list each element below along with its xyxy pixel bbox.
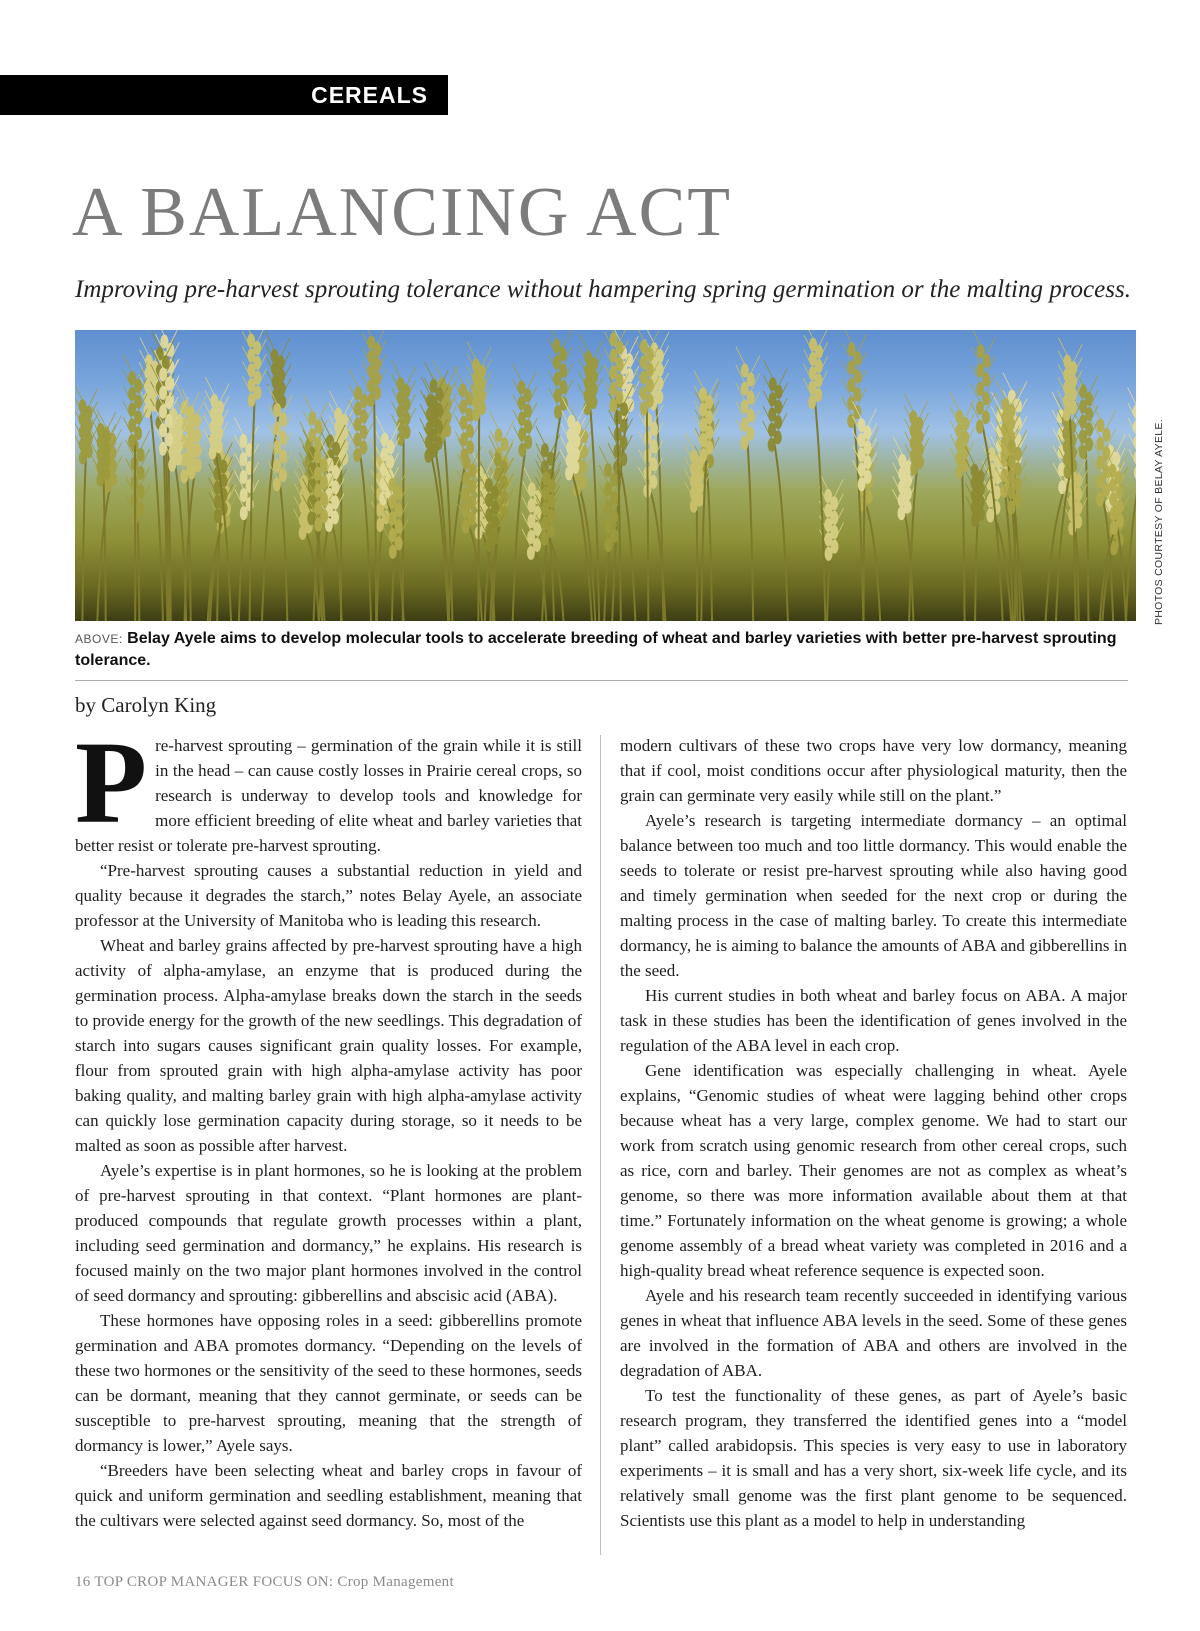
paragraph: “Pre-harvest sprouting causes a substantial reduction in yield and quality because it degrades the starch,” notes Belay Ayele, an associate professor at the University of Manitoba who is leading this research. xyxy=(75,861,582,930)
article-subtitle: Improving pre-harvest sprouting tolerance without hampering spring germination or the malting process. xyxy=(75,276,1131,303)
paragraph: Ayele and his research team recently succeeded in identifying various genes in wheat that influence ABA levels in the seed. Some of these genes are involved in the formation of ABA and others are involved in the degradation of ABA. xyxy=(620,1286,1127,1380)
paragraph: “Breeders have been selecting wheat and barley crops in favour of quick and uniform germination and seedling establishment, meaning that the cultivars were selected against seed dormancy. So, most of the xyxy=(75,1461,582,1530)
paragraph: modern cultivars of these two crops have very low dormancy, meaning that if cool, moist conditions occur after physiological maturity, then the grain can germinate very easily while still on the plant.” xyxy=(620,736,1127,805)
paragraph: To test the functionality of these genes, as part of Ayele’s basic research program, they transferred the identified genes into a “model plant” called arabidopsis. This species is very easy to use in laboratory experiments – it is small and has a very short, six-week life cycle, and its relatively small genome was the first plant genome to be sequenced. Scientists use this plant as a model to help in understanding xyxy=(620,1386,1127,1530)
caption-text: Belay Ayele aims to develop molecular tools to accelerate breeding of wheat and barley varieties with better pre-harvest sprouting tolerance. xyxy=(75,630,1117,669)
paragraph: His current studies in both wheat and barley focus on ABA. A major task in these studies has been the identification of genes involved in the regulation of the ABA level in each crop. xyxy=(620,986,1127,1055)
paragraph xyxy=(75,717,582,858)
paragraph: Gene identification was especially challenging in wheat. Ayele explains, “Genomic studies of wheat were lagging behind other crops because wheat has a very large, complex genome. We had to start our work from scratch using genomic research from other cereal crops, such as rice, corn and barley. Their genomes are not as complex as wheat’s genome, so there was more information available about them at that time.” Fortunately information on the wheat genome is growing; a whole genome assembly of a bread wheat variety was completed in 2016 and a high-quality bread wheat reference sequence is expected soon. xyxy=(620,1061,1127,1280)
wheat-illustration xyxy=(75,330,1136,621)
paragraph-text: re-harvest sprouting – germination of the grain while it is still in the head – can cause costly losses in Prairie cereal crops, so research is underway to develop tools and knowledge for more efficient breeding of elite wheat and barley varieties that better resist or tolerate pre-harvest sprouting. xyxy=(75,736,582,855)
column-divider xyxy=(600,735,601,1555)
column-left xyxy=(75,717,582,1533)
caption-lead: ABOVE: xyxy=(75,632,123,646)
column-right xyxy=(620,733,1127,1533)
paragraph: Wheat and barley grains affected by pre-harvest sprouting have a high activity of alpha-amylase, an enzyme that is produced during the germination process. Alpha-amylase breaks down the starch in the seeds to provide energy for the growth of the new seedlings. This degradation of starch into sugars causes significant grain quality losses. For example, flour from sprouted grain with high alpha-amylase activity has poor baking quality, and malting barley grain with high alpha-amylase activity can quickly lose germination capacity during storage, so it needs to be malted as soon as possible after harvest. xyxy=(75,936,582,1155)
caption-divider xyxy=(75,680,1128,681)
paragraph: Ayele’s research is targeting intermediate dormancy – an optimal balance between too much and too little dormancy. This would enable the seeds to tolerate or resist pre-harvest sprouting while also having good and timely germination when seeded for the next crop or during the malting process in the case of malting barley. To create this intermediate dormancy, he is aiming to balance the amounts of ABA and gibberellins in the seed. xyxy=(620,811,1127,980)
paragraph: Ayele’s expertise is in plant hormones, so he is looking at the problem of pre-harvest sprouting in that context. “Plant hormones are plant-produced compounds that regulate growth processes within a plant, including seed germination and dormancy,” he explains. His research is focused mainly on the two major plant hormones involved in the control of seed dormancy and sprouting: gibberellins and abscisic acid (ABA). xyxy=(75,1161,582,1305)
drop-cap: P xyxy=(75,717,148,848)
wheat-field-photo xyxy=(75,330,1136,621)
article-title: A BALANCING ACT xyxy=(72,174,733,251)
paragraph: These hormones have opposing roles in a seed: gibberellins promote germination and ABA promotes dormancy. “Depending on the levels of these two hormones or the sensitivity of the seed to these hormones, seeds can be dormant, meaning that they cannot germinate, or seeds can be susceptible to pre-harvest sprouting, meaning that the strength of dormancy is lower,” Ayele says. xyxy=(75,1311,582,1455)
section-label: CEREALS xyxy=(0,75,448,115)
photo-caption xyxy=(75,628,1125,671)
photo-credit: PHOTOS COURTESY OF BELAY AYELE. xyxy=(1153,419,1165,625)
byline: by Carolyn King xyxy=(75,693,217,717)
page-footer: 16 TOP CROP MANAGER FOCUS ON: Crop Management xyxy=(75,1574,454,1590)
